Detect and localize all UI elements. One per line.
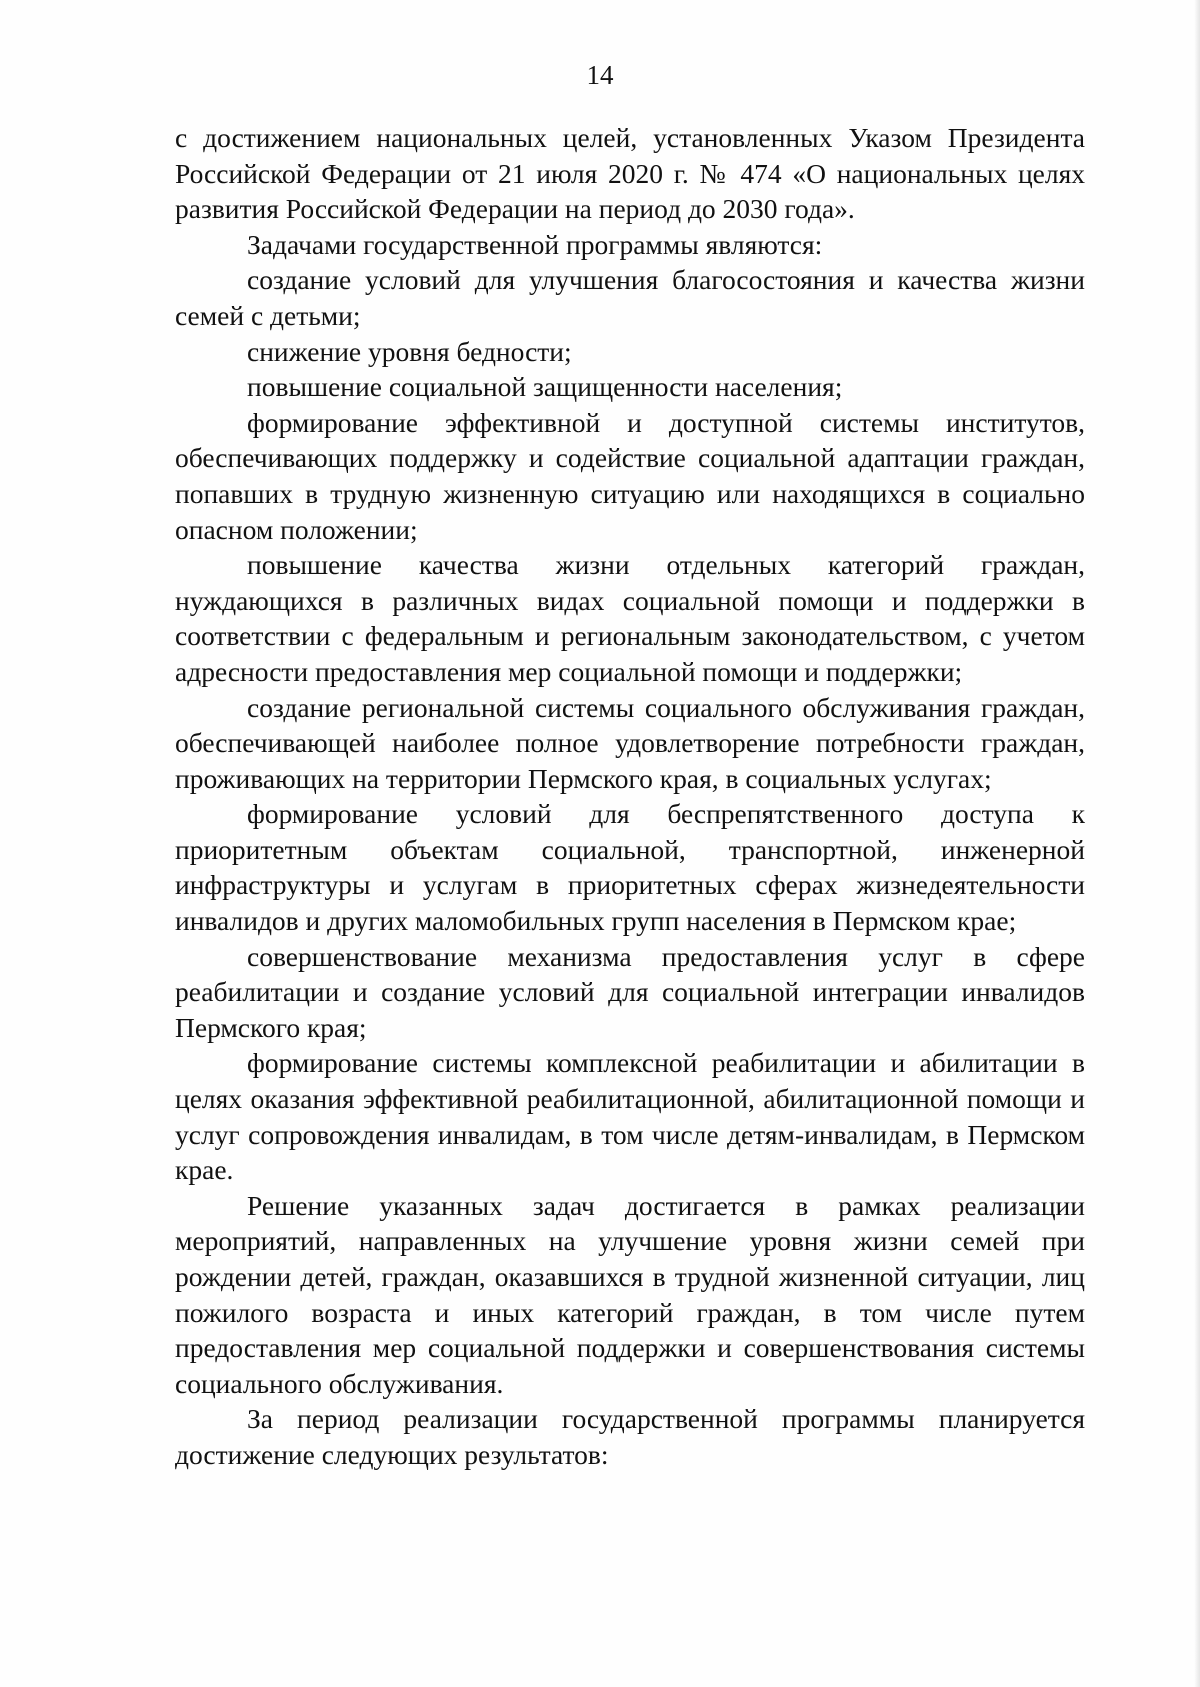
paragraph-national-goals: с достижением национальных целей, установленных Указом Президента Российской Федерации от 21 июля 2020 г. № 474 «О национальных целях развития Российской Федерации на период до 2030 года». bbox=[175, 122, 1085, 225]
paragraph-task-social-services: создание региональной системы социального обслуживания граждан, обеспечивающей наиболее полное удовлетворение потребности граждан, проживающих на территории Пермского края, в социальных услугах; bbox=[175, 691, 1085, 794]
paragraph-task-accessibility: формирование условий для беспрепятственного доступа к приоритетным объектам социальной, транспортной, инженерной инфраструктуры и услугам в приоритетных сферах жизнедеятельности инвалидов и других маломобильных групп населения в Пермском крае; bbox=[175, 798, 1085, 937]
paragraph-task-rehabilitation: совершенствование механизма предоставления услуг в сфере реабилитации и создание условий для социальной интеграции инвалидов Пермского края; bbox=[175, 940, 1085, 1043]
paragraph-task-habilitation: формирование системы комплексной реабилитации и абилитации в целях оказания эффективной реабилитационной, абилитационной помощи и услуг сопровождения инвалидам, в том числе детям-инвалидам, в Пермском крае. bbox=[175, 1047, 1085, 1186]
paragraph-tasks-heading: Задачами государственной программы являются: bbox=[247, 228, 823, 260]
page-edge-shadow bbox=[1194, 0, 1200, 1687]
paragraph-task-poverty: снижение уровня бедности; bbox=[247, 335, 572, 367]
page-number: 14 bbox=[586, 60, 614, 90]
paragraph-task-families: создание условий для улучшения благосостояния и качества жизни семей с детьми; bbox=[175, 264, 1085, 331]
paragraph-task-institutions: формирование эффективной и доступной системы институтов, обеспечивающих поддержку и содействие социальной адаптации граждан, попавших в трудную жизненную ситуацию или находящихся в социально опасном положении; bbox=[175, 406, 1085, 545]
paragraph-task-protection: повышение социальной защищенности населения; bbox=[247, 371, 843, 403]
paragraph-solution: Решение указанных задач достигается в рамках реализации мероприятий, направленных на улучшение уровня жизни семей при рождении детей, граждан, оказавшихся в трудной жизненной ситуации, лиц пожилого возраста и иных категорий граждан, в том числе путем предоставления мер социальной поддержки и совершенствования системы социального обслуживания. bbox=[175, 1189, 1085, 1399]
paragraph-task-quality-of-life: повышение качества жизни отдельных категорий граждан, нуждающихся в различных видах социальной помощи и поддержки в соответствии с федеральным и региональным законодательством, с учетом адресности предоставления мер социальной помощи и поддержки; bbox=[175, 549, 1085, 687]
paragraph-results-intro: За период реализации государственной программы планируется достижение следующих результатов: bbox=[175, 1403, 1085, 1470]
document-body bbox=[175, 120, 1085, 1473]
